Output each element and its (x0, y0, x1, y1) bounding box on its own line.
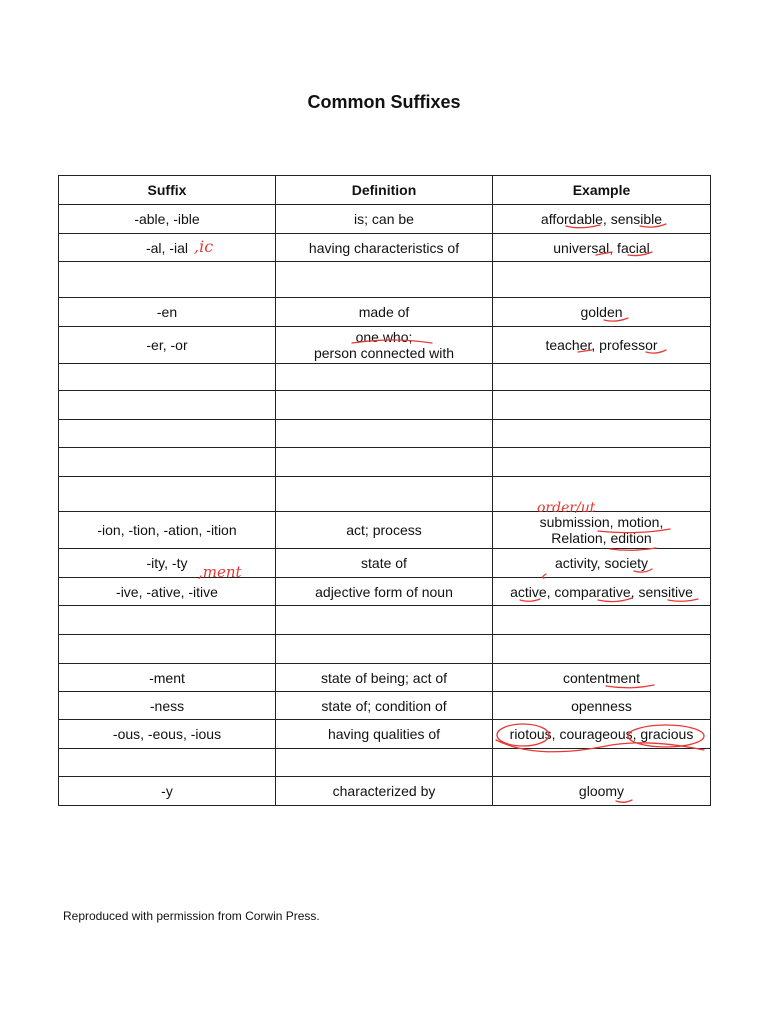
definition-text: state of; condition of (321, 697, 447, 714)
table-row (59, 664, 711, 692)
table-row (59, 720, 711, 749)
table-row (59, 692, 711, 720)
example-cell (493, 720, 711, 749)
suffix-cell (59, 606, 276, 635)
example-text: gloomy (578, 783, 625, 799)
example-cell (493, 327, 711, 364)
table-row (59, 512, 711, 549)
suffix-cell (59, 664, 276, 692)
definition-cell (276, 234, 493, 262)
example-cell (493, 205, 711, 234)
definition-cell (276, 262, 493, 298)
suffix-cell (59, 512, 276, 549)
table-row (59, 749, 711, 777)
definition-cell (276, 549, 493, 578)
handwritten-ic-note: ,ic (194, 237, 214, 256)
table-header-row (59, 176, 711, 205)
example-cell (493, 420, 711, 448)
example-cell (493, 512, 711, 549)
example-text: activity, society (554, 555, 649, 571)
definition-cell (276, 749, 493, 777)
example-text: active, comparative, sensitive (510, 583, 693, 600)
suffix-text: -en (156, 304, 178, 320)
suffix-cell (59, 635, 276, 664)
definition-text: made of (358, 304, 410, 320)
header-definition: Definition (276, 176, 493, 205)
table-row (59, 606, 711, 635)
example-text: contentment (562, 669, 641, 686)
definition-cell (276, 364, 493, 391)
table-row (59, 777, 711, 806)
suffix-cell (59, 262, 276, 298)
table-row (59, 420, 711, 448)
suffix-text: -ous, -eous, -ious (112, 726, 222, 742)
suffix-text: -ness (149, 697, 185, 714)
example-text: submission, motion, Relation, edition (539, 514, 664, 546)
example-text: openness (571, 697, 632, 714)
example-cell (493, 391, 711, 420)
handwritten-ment-note: ,ment (198, 563, 242, 581)
example-cell (493, 578, 711, 606)
example-cell (493, 664, 711, 692)
footer-credit: Reproduced with permission from Corwin Press. (63, 909, 320, 923)
suffix-cell (59, 749, 276, 777)
suffix-cell (59, 327, 276, 364)
suffix-cell (59, 777, 276, 806)
suffix-table (58, 175, 711, 806)
suffix-cell (59, 549, 276, 578)
definition-cell (276, 512, 493, 549)
suffix-cell (59, 298, 276, 327)
example-text: riotous, courageous, gracious (509, 726, 694, 742)
example-cell (493, 234, 711, 262)
suffix-text: -ment (149, 669, 185, 686)
suffix-text: -al, -ial (145, 239, 188, 256)
definition-cell (276, 420, 493, 448)
definition-cell (276, 606, 493, 635)
example-cell (493, 777, 711, 806)
definition-cell (276, 664, 493, 692)
example-cell (493, 262, 711, 298)
definition-cell (276, 205, 493, 234)
example-cell (493, 606, 711, 635)
definition-cell (276, 578, 493, 606)
definition-text: act; process (346, 522, 422, 538)
example-cell (493, 692, 711, 720)
suffix-cell (59, 720, 276, 749)
suffix-text: -ity, -ty (146, 555, 188, 571)
definition-text: having qualities of (327, 726, 441, 742)
example-cell (493, 448, 711, 477)
definition-text: having characteristics of (308, 239, 460, 256)
example-cell (493, 364, 711, 391)
table-row (59, 549, 711, 578)
example-cell (493, 549, 711, 578)
header-suffix: Suffix (59, 176, 276, 205)
definition-cell (276, 298, 493, 327)
definition-text: one who; person connected with (313, 329, 455, 361)
suffix-text: -er, -or (146, 337, 188, 353)
definition-cell (276, 692, 493, 720)
definition-text: state of being; act of (320, 669, 448, 686)
example-text: golden (580, 304, 623, 320)
table-row (59, 364, 711, 391)
table-row (59, 391, 711, 420)
header-example: Example (493, 176, 711, 205)
table-row (59, 477, 711, 512)
example-text: universal, facial (553, 239, 650, 256)
table-row (59, 327, 711, 364)
suffix-cell (59, 205, 276, 234)
definition-text: is; can be (354, 211, 414, 227)
definition-cell (276, 720, 493, 749)
suffix-text: -ive, -ative, -itive (116, 583, 218, 600)
table-row (59, 448, 711, 477)
definition-cell (276, 327, 493, 364)
example-text: teacher, professor (545, 337, 658, 353)
suffix-cell (59, 448, 276, 477)
suffix-cell (59, 391, 276, 420)
suffix-text: -ion, -tion, -ation, -ition (97, 522, 237, 538)
suffix-text: -y (161, 783, 173, 799)
suffix-text: -able, -ible (134, 211, 200, 227)
definition-cell (276, 635, 493, 664)
table-row (59, 635, 711, 664)
table-row (59, 205, 711, 234)
example-cell (493, 749, 711, 777)
table-row (59, 262, 711, 298)
suffix-cell (59, 234, 276, 262)
example-text: affordable, sensible (540, 211, 663, 227)
table-row (59, 578, 711, 606)
example-cell (493, 298, 711, 327)
definition-cell (276, 777, 493, 806)
page-title: Common Suffixes (307, 92, 461, 112)
suffix-cell (59, 692, 276, 720)
definition-text: characterized by (332, 783, 436, 799)
example-cell (493, 635, 711, 664)
suffix-cell (59, 578, 276, 606)
definition-cell (276, 391, 493, 420)
table-row (59, 234, 711, 262)
handwritten-ion-note: order/ut (537, 500, 596, 516)
definition-cell (276, 477, 493, 512)
suffix-cell (59, 477, 276, 512)
suffix-cell (59, 420, 276, 448)
example-cell (493, 477, 711, 512)
suffix-cell (59, 364, 276, 391)
definition-text: state of (361, 555, 407, 571)
definition-cell (276, 448, 493, 477)
table-row (59, 298, 711, 327)
definition-text: adjective form of noun (315, 583, 453, 600)
